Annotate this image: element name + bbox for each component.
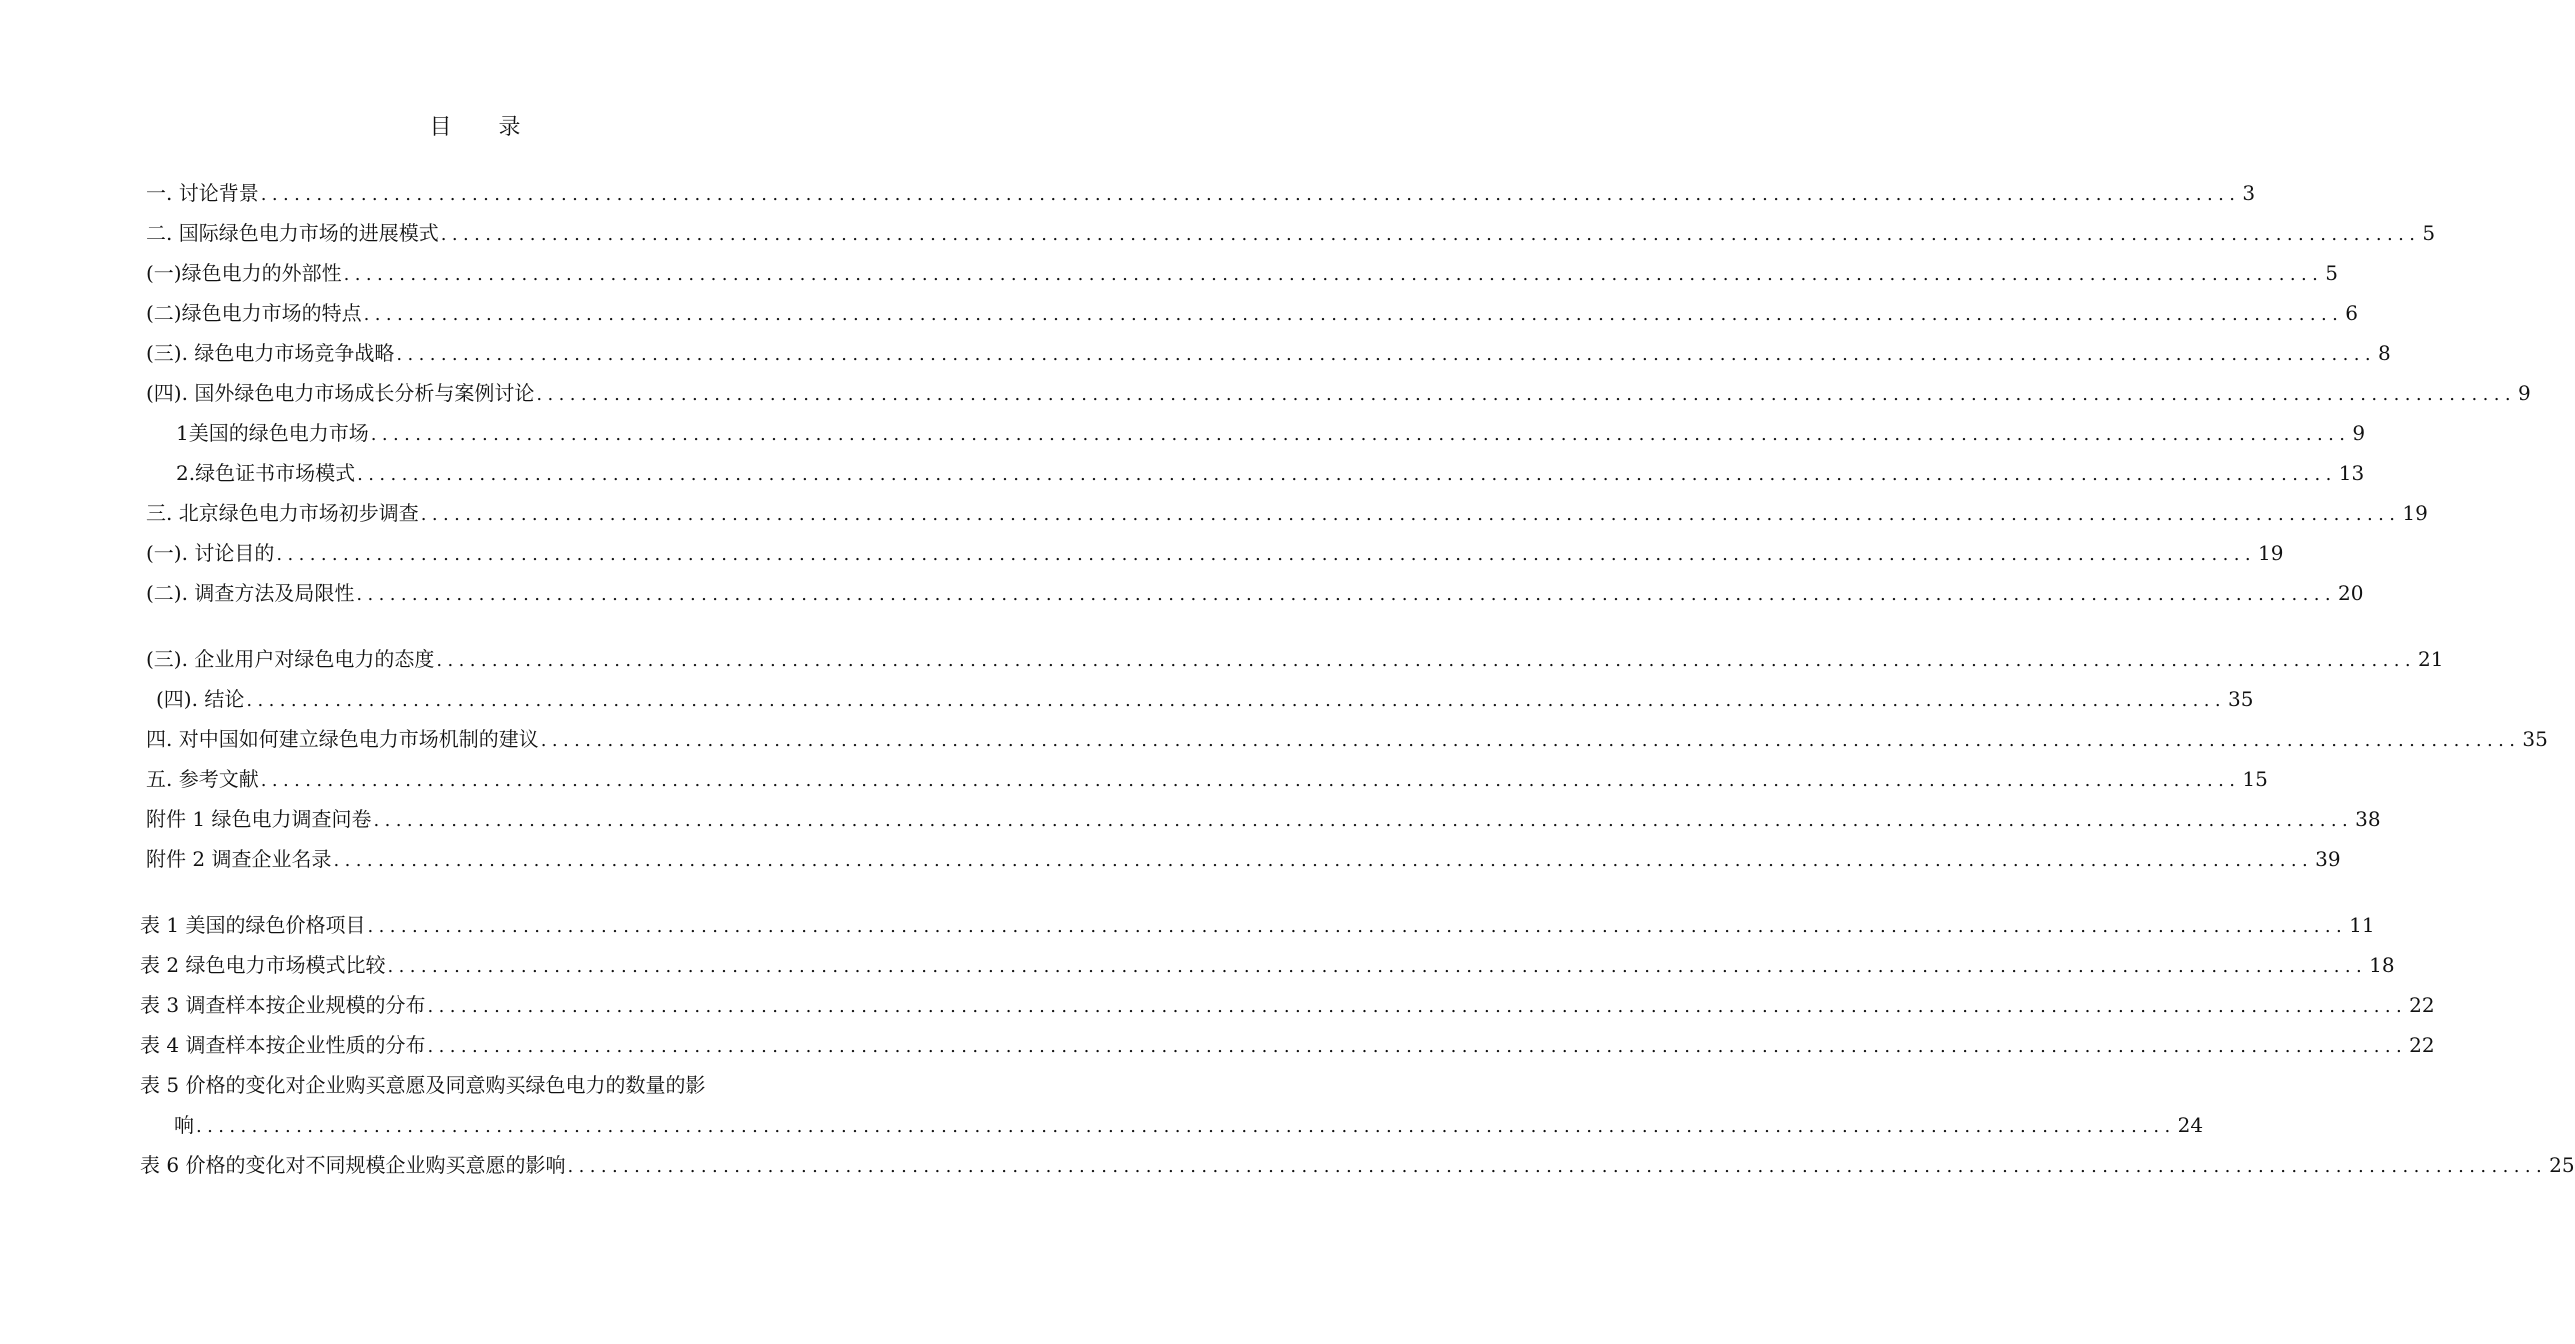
toc-leader-dots: ..................................................................................................................................................................................: [356, 584, 2336, 605]
toc-entry-text: 表 5 价格的变化对企业购买意愿及同意购买绿色电力的数量的影: [140, 1073, 706, 1097]
toc-entry-text: 五. 参考文献: [146, 767, 259, 791]
toc-page-number: 9: [2518, 381, 2531, 405]
toc-entry[interactable]: [176, 458, 2365, 488]
toc-page-number: 3: [2242, 181, 2256, 205]
toc-leader-dots: ..................................................................................................................................................................................: [260, 184, 2241, 205]
toc-entry-text: (四). 结论: [156, 687, 245, 711]
toc-leader-dots: ..................................................................................................................................................................................: [436, 650, 2416, 671]
toc-entry-text: (一). 讨论目的: [146, 541, 275, 565]
toc-entry-text: 附件 1 绿色电力调查问卷: [146, 807, 372, 831]
toc-entry[interactable]: [146, 178, 2256, 208]
toc-title: 目 录: [429, 115, 541, 140]
toc-entry[interactable]: [176, 418, 2366, 448]
toc-entry[interactable]: [146, 804, 2381, 834]
toc-page-number: 6: [2345, 301, 2359, 325]
toc-leader-dots: ..................................................................................................................................................................................: [343, 264, 2324, 285]
toc-entry-text: 响: [174, 1113, 194, 1137]
toc-leader-dots: ..................................................................................................................................................................................: [540, 730, 2521, 751]
toc-entry-text: (二). 调查方法及局限性: [146, 581, 355, 605]
toc-page-number: 22: [2409, 1033, 2435, 1057]
table-list-entry[interactable]: [140, 910, 2375, 940]
toc-entry[interactable]: [146, 764, 2268, 794]
toc-leader-dots: ..................................................................................................................................................................................: [567, 1156, 2548, 1177]
toc-entry[interactable]: [156, 684, 2254, 714]
toc-page-number: 15: [2242, 767, 2268, 791]
toc-page-number: 19: [2402, 501, 2428, 525]
table-list-entry[interactable]: [140, 1030, 2435, 1060]
toc-leader-dots: ..................................................................................................................................................................................: [427, 1036, 2408, 1057]
toc-entry-text: (三). 企业用户对绿色电力的态度: [146, 647, 435, 671]
toc-entry-text: 表 2 绿色电力市场模式比较: [140, 953, 386, 977]
table-list-entry-continuation[interactable]: [174, 1110, 2204, 1140]
toc-page-number: 8: [2378, 341, 2391, 365]
toc-leader-dots: ..................................................................................................................................................................................: [387, 956, 2368, 977]
toc-entry-text: 1美国的绿色电力市场: [176, 421, 369, 445]
toc-leader-dots: ..................................................................................................................................................................................: [396, 344, 2376, 365]
toc-entry[interactable]: [146, 644, 2444, 674]
toc-entry[interactable]: [146, 844, 2341, 874]
toc-entry-text: (四). 国外绿色电力市场成长分析与案例讨论: [146, 381, 535, 405]
toc-page-number: 20: [2338, 581, 2364, 605]
toc-page-number: 39: [2315, 847, 2341, 871]
toc-leader-dots: ..................................................................................................................................................................................: [246, 690, 2226, 711]
toc-entry[interactable]: [146, 298, 2359, 328]
toc-page-number: 13: [2338, 461, 2365, 485]
toc-leader-dots: ..................................................................................................................................................................................: [276, 544, 2256, 565]
toc-leader-dots: ..................................................................................................................................................................................: [420, 504, 2401, 525]
toc-entry-text: 2.绿色证书市场模式: [176, 461, 356, 485]
toc-page-number: 19: [2258, 541, 2284, 565]
table-list-entry-first-line[interactable]: [140, 1070, 806, 1100]
toc-entry[interactable]: [146, 338, 2391, 368]
toc-page-number: 18: [2369, 953, 2395, 977]
toc-leader-dots: ..................................................................................................................................................................................: [536, 384, 2516, 405]
toc-page-number: 38: [2355, 807, 2381, 831]
toc-page-number: 9: [2352, 421, 2366, 445]
table-list-entry[interactable]: [140, 950, 2395, 980]
toc-entry-text: 四. 对中国如何建立绿色电力市场机制的建议: [146, 727, 539, 751]
toc-entry[interactable]: [146, 498, 2428, 528]
toc-entry-text: (一)绿色电力的外部性: [146, 261, 342, 285]
toc-page-number: 25: [2549, 1153, 2575, 1177]
toc-leader-dots: ..................................................................................................................................................................................: [260, 770, 2241, 791]
table-list-entry[interactable]: [140, 990, 2435, 1020]
toc-entry[interactable]: [146, 378, 2531, 408]
toc-entry[interactable]: [146, 258, 2339, 288]
toc-entry[interactable]: [146, 578, 2364, 608]
table-list-entry[interactable]: [140, 1150, 2575, 1180]
toc-entry[interactable]: [146, 724, 2548, 754]
toc-entry-text: 三. 北京绿色电力市场初步调查: [146, 501, 419, 525]
toc-entry-text: 表 1 美国的绿色价格项目: [140, 913, 366, 937]
toc-leader-dots: ..................................................................................................................................................................................: [440, 224, 2421, 245]
toc-page-number: 11: [2349, 913, 2375, 937]
toc-entry[interactable]: [146, 218, 2436, 248]
toc-entry-text: 一. 讨论背景: [146, 181, 259, 205]
toc-entry-text: 二. 国际绿色电力市场的进展模式: [146, 221, 439, 245]
toc-entry-text: 表 6 价格的变化对不同规模企业购买意愿的影响: [140, 1153, 566, 1177]
toc-entry-text: (三). 绿色电力市场竞争战略: [146, 341, 395, 365]
toc-leader-dots: ..................................................................................................................................................................................: [370, 424, 2351, 445]
toc-page-number: 24: [2177, 1113, 2204, 1137]
toc-leader-dots: ..................................................................................................................................................................................: [333, 850, 2314, 871]
toc-page-number: 5: [2422, 221, 2436, 245]
toc-leader-dots: ..................................................................................................................................................................................: [357, 464, 2337, 485]
toc-leader-dots: ..................................................................................................................................................................................: [373, 810, 2354, 831]
toc-page-number: 22: [2409, 993, 2435, 1017]
toc-leader-dots: ..................................................................................................................................................................................: [196, 1116, 2176, 1137]
toc-page-number: 5: [2325, 261, 2339, 285]
toc-leader-dots: ..................................................................................................................................................................................: [363, 304, 2344, 325]
toc-entry-text: 附件 2 调查企业名录: [146, 847, 332, 871]
toc-entry-text: 表 4 调查样本按企业性质的分布: [140, 1033, 426, 1057]
toc-entry-text: (二)绿色电力市场的特点: [146, 301, 362, 325]
toc-leader-dots: ..................................................................................................................................................................................: [427, 996, 2408, 1017]
toc-entry[interactable]: [146, 538, 2284, 568]
toc-page-number: 21: [2418, 647, 2444, 671]
toc-leader-dots: ..................................................................................................................................................................................: [367, 916, 2348, 937]
toc-entry-text: 表 3 调查样本按企业规模的分布: [140, 993, 426, 1017]
toc-page-number: 35: [2522, 727, 2548, 751]
toc-page-number: 35: [2228, 687, 2254, 711]
